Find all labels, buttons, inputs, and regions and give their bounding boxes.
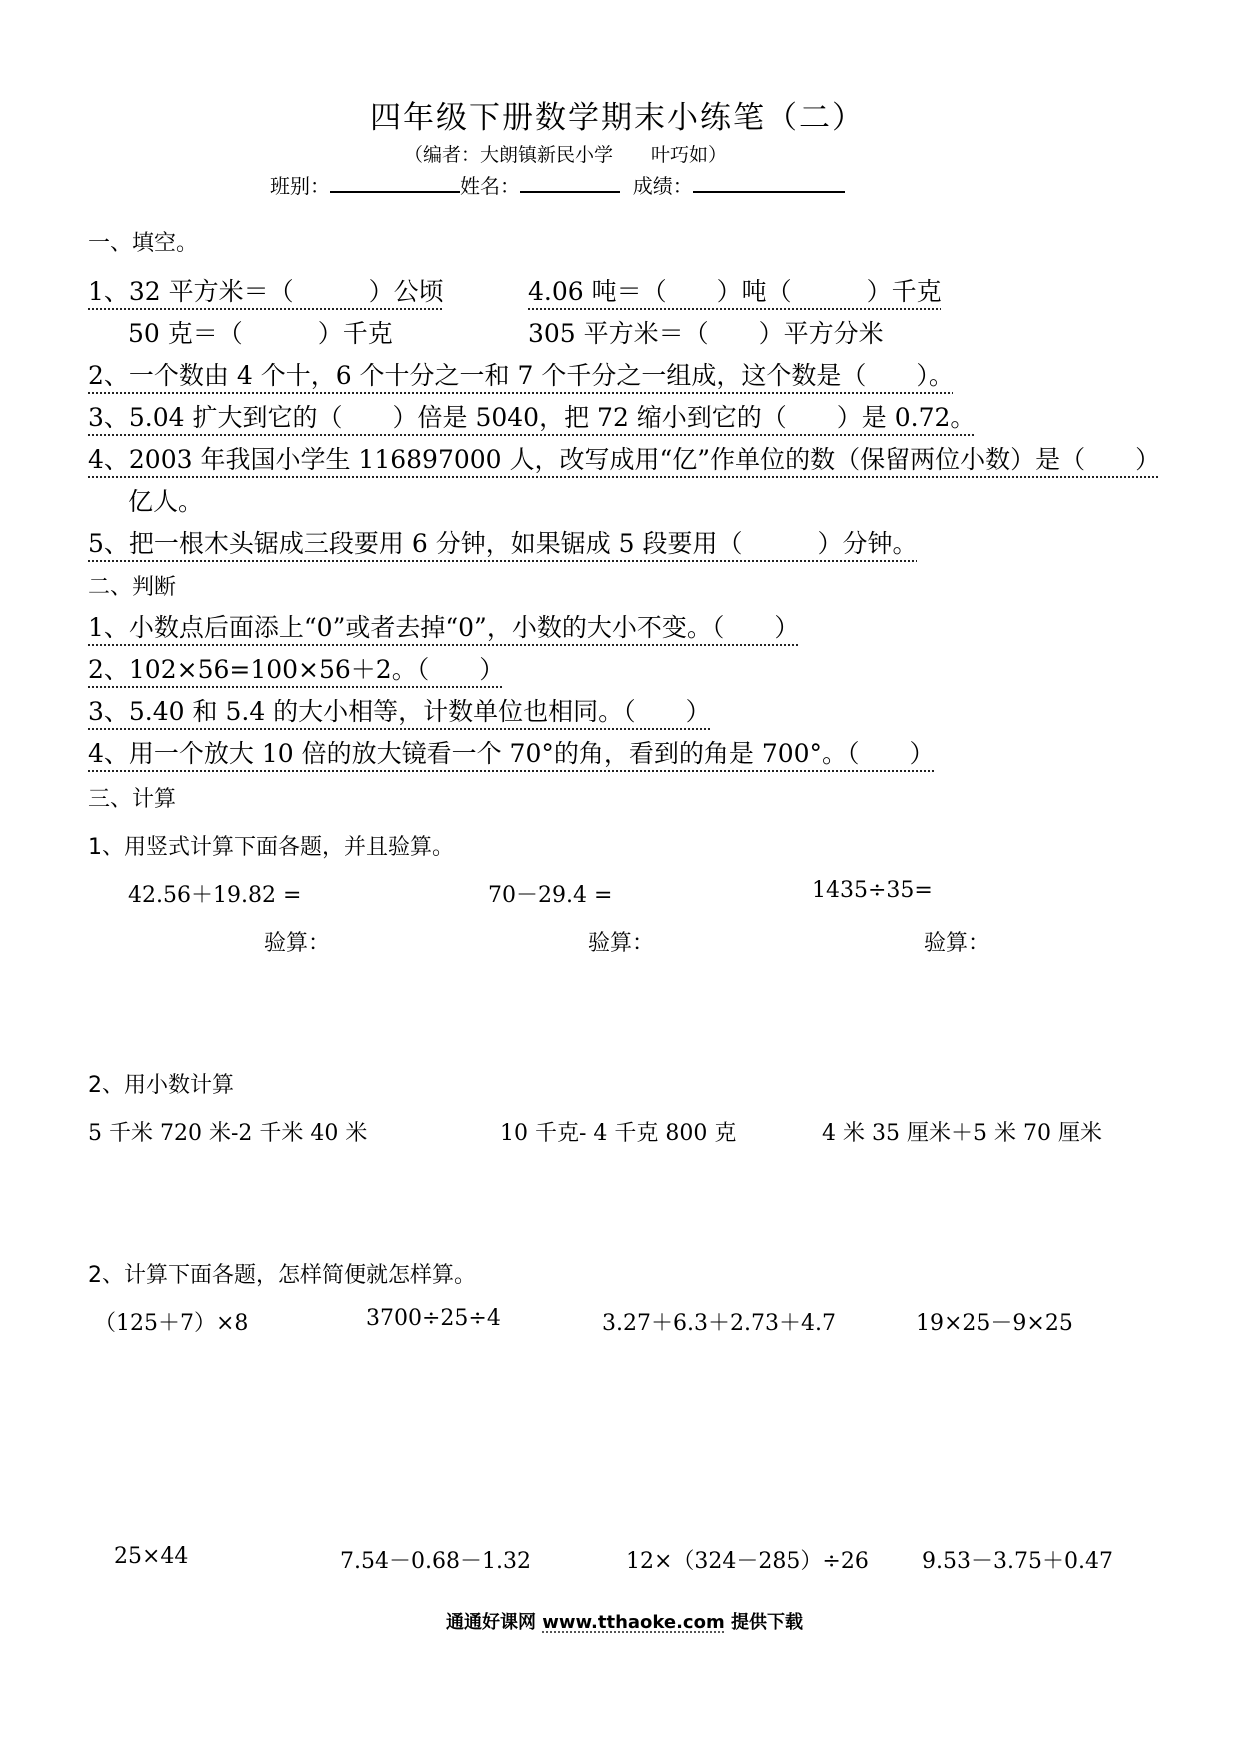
simplify-calc-7: 12×（324－285）÷26 <box>626 1549 869 1574</box>
footer <box>446 1608 803 1634</box>
check-label-3: 验算： <box>924 931 991 956</box>
simplify-calc-5: 25×44 <box>114 1544 189 1569</box>
decimal-calc-2: 10 千克- 4 千克 800 克 <box>500 1121 737 1146</box>
decimal-calc-1: 5 千米 720 米-2 千米 40 米 <box>88 1121 368 1146</box>
calc-part-1-title: 1、用竖式计算下面各题，并且验算。 <box>88 835 454 860</box>
footer-tail: 提供下载 <box>731 1612 803 1633</box>
fill-question-1b: 4.06 吨＝（ ）吨（ ）千克 <box>528 277 942 306</box>
judge-question-1: 1、小数点后面添上“0”或者去掉“0”，小数的大小不变。（ ） <box>88 613 800 642</box>
class-label: 班别： <box>270 174 330 198</box>
simplify-calc-2: 3700÷25÷4 <box>366 1306 501 1331</box>
section-3-heading: 三、计算 <box>88 787 177 812</box>
student-info <box>270 170 845 199</box>
fill-question-4-tail: 亿人。 <box>128 487 204 516</box>
judge-question-4: 4、用一个放大 10 倍的放大镜看一个 70°的角，看到的角是 700°。（ ） <box>88 739 935 768</box>
simplify-calc-4: 19×25－9×25 <box>916 1311 1073 1336</box>
fill-question-4: 4、2003 年我国小学生 116897000 人，改写成用“亿”作单位的数（保留两位小数）是（ ） <box>88 445 1161 474</box>
fill-question-3: 3、5.04 扩大到它的（ ）倍是 5040，把 72 缩小到它的（ ）是 0.72。 <box>88 403 976 432</box>
fill-question-1a: 1、32 平方米＝（ ）公顷 <box>88 277 444 306</box>
fill-question-1c: 50 克＝（ ）千克 <box>128 319 393 348</box>
fill-question-1d: 305 平方米＝（ ）平方分米 <box>528 319 884 348</box>
name-blank[interactable] <box>520 171 620 193</box>
check-label-1: 验算： <box>264 931 331 956</box>
class-blank[interactable] <box>330 171 460 193</box>
vertical-calc-1: 42.56＋19.82 = <box>128 883 302 908</box>
fill-question-5: 5、把一根木头锯成三段要用 6 分钟，如果锯成 5 段要用（ ）分钟。 <box>88 529 918 558</box>
calc-part-3-title: 2、计算下面各题，怎样简便就怎样算。 <box>88 1263 476 1288</box>
vertical-calc-3: 1435÷35= <box>812 878 933 903</box>
score-blank[interactable] <box>693 171 845 193</box>
fill-question-2: 2、一个数由 4 个十，6 个十分之一和 7 个千分之一组成，这个数是（ ）。 <box>88 361 954 390</box>
simplify-calc-6: 7.54－0.68－1.32 <box>340 1549 531 1574</box>
score-label: 成绩： <box>632 174 693 198</box>
page-title: 四年级下册数学期末小练笔（二） <box>370 100 865 136</box>
decimal-calc-3: 4 米 35 厘米＋5 米 70 厘米 <box>822 1121 1102 1146</box>
simplify-calc-1: （125＋7）×8 <box>94 1311 249 1336</box>
section-1-heading: 一、填空。 <box>88 231 199 256</box>
calc-part-2-title: 2、用小数计算 <box>88 1073 234 1098</box>
vertical-calc-2: 70－29.4 = <box>488 883 613 908</box>
simplify-calc-3: 3.27＋6.3＋2.73＋4.7 <box>602 1311 836 1336</box>
section-2-heading: 二、判断 <box>88 575 177 600</box>
judge-question-2: 2、102×56=100×56＋2。（ ） <box>88 655 505 684</box>
simplify-calc-8: 9.53－3.75＋0.47 <box>922 1549 1113 1574</box>
judge-question-3: 3、5.40 和 5.4 的大小相等，计数单位也相同。（ ） <box>88 697 711 726</box>
footer-url-link[interactable]: www.tthaoke.com <box>542 1612 725 1633</box>
check-label-2: 验算： <box>588 931 655 956</box>
author-line: （编者：大朗镇新民小学 叶巧如） <box>404 144 728 166</box>
name-label: 姓名： <box>460 174 520 198</box>
footer-site: 通通好课网 <box>446 1612 536 1633</box>
